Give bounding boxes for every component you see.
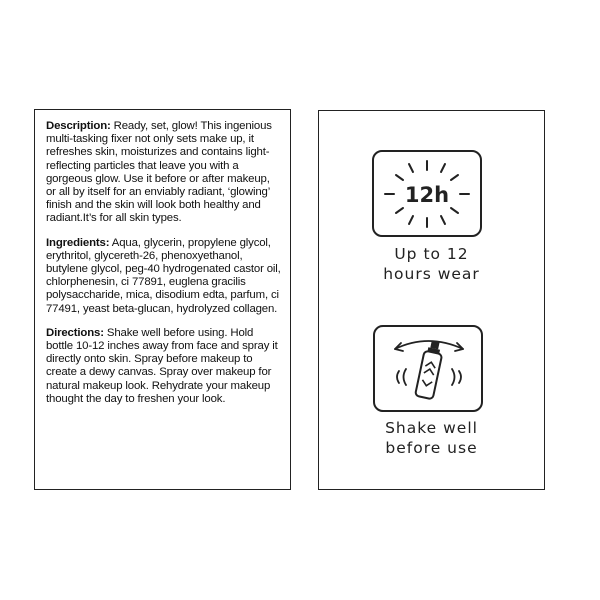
description-text: Ready, set, glow! This ingenious multi-tasking fixer not only sets make up, it refreshes skin, moisturizes and contains light-reflecting particles that leave you with a gorgeous glow. Use it before or after makeup, or all by itself for an enviably radiant, ‘glowing’ finish and the skin will look both healthy and radiant.It’s for all skin types.	[46, 120, 272, 225]
wear-caption-line1: Up to 12	[394, 245, 469, 263]
product-info-panel	[34, 109, 291, 490]
timer-label: 12h	[404, 183, 450, 207]
directions-paragraph	[46, 327, 281, 406]
description-paragraph	[46, 120, 281, 226]
shake-caption	[318, 418, 545, 458]
ingredients-text: Aqua, glycerin, propylene glycol, erythritol, glycereth-26, phenoxyethanol, butylene glycol, peg-40 hydrogenated castor oil, chlorphenesin, ci 77891, euglena gracilis polysaccharide, mica, disodium edta, parfum, ci 77491, yeast beta-glucan, hydrolyzed collagen.	[46, 236, 281, 315]
timer-icon-graphic	[374, 152, 480, 235]
shake-caption-line2: before use	[385, 439, 478, 457]
timer-icon	[372, 150, 482, 237]
directions-text: Shake well before using. Hold bottle 10-12 inches away from face and spray it directly onto skin. Spray before makeup to create a dewy canvas. Spray over makeup for natural makeup look. Rehydrate your makeup thought the day to freshen your look.	[46, 326, 278, 405]
shake-caption-line1: Shake well	[385, 419, 478, 437]
shake-icon	[373, 325, 483, 412]
directions-heading: Directions:	[46, 326, 104, 339]
wear-caption	[318, 244, 545, 284]
wear-caption-line2: hours wear	[383, 265, 480, 283]
ingredients-heading: Ingredients:	[46, 236, 110, 249]
description-heading: Description:	[46, 120, 111, 132]
spray-bottle-shake-icon	[375, 327, 481, 410]
ingredients-paragraph	[46, 237, 281, 316]
